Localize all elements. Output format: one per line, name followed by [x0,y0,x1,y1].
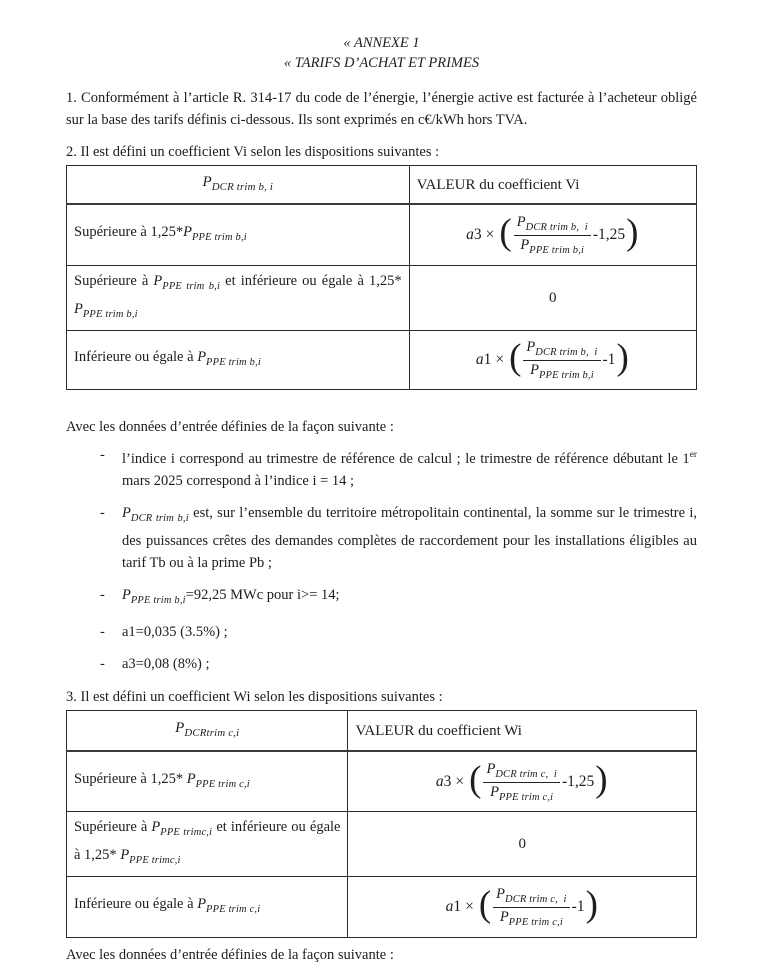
paragraph-3: 3. Il est défini un coefficient Wi selon les dispositions suivantes : [66,689,443,706]
multiply-sign: × [455,772,465,790]
formula-coefficient [436,773,452,791]
fraction [523,339,600,381]
dash-marker: - [100,656,105,673]
fraction-denominator: $P_{PPE trim c,i}$ [490,783,554,803]
table-wi-header-col2: VALEUR du coefficient Wi [348,711,697,752]
fraction [514,214,591,256]
table-wi-row1-condition: Supérieure à 1,25* $P_{PPE trim c,i}$ [67,751,348,812]
fraction-numerator: $P_{DCR trim b, i}$ [523,339,600,361]
table-vi-row2-value: 0 [409,266,696,331]
fraction-numerator: $P_{DCR trim b, i}$ [514,214,591,236]
formula-tail: -1,25 [561,772,595,790]
fraction-denominator: $P_{PPE trim b,i}$ [520,237,585,256]
multiply-sign: × [485,226,495,243]
paragraph-2: 2. Il est défini un coefficient Vi selon les dispositions suivantes : [66,144,440,160]
table-vi-row2-condition: Supérieure à $P_{PPE trim b,i}$ et inférieure ou égale à 1,25* $P_{PPE trim b,i}$ [67,266,410,331]
table-vi-row3-value [409,330,696,389]
table-vi-header-col2: VALEUR du coefficient Vi [409,166,696,205]
list-item-pppe [100,584,697,612]
fraction-numerator: $P_{DCR trim c, i}$ [483,761,560,783]
formula-wi-lower: a1 × ( $\frac{P_{DCR trim c, i}}{P_{PPE trim c,i}}$ -1 ) [445,884,598,929]
list-item-pdcr [100,502,697,574]
table-vi-row1-value [409,204,696,266]
table-wi-row-2 [67,812,697,877]
table-wi-row3-value [348,877,697,938]
table-wi-row2-condition: Supérieure à $P_{PPE trimc,i}$ et inférieure ou égale à 1,25* $P_{PPE trimc,i}$ [67,812,348,877]
fraction [483,761,560,803]
coefficient-index: 3 [473,226,482,243]
annex-title-line1: « ANNEXE 1 [343,35,420,51]
table-coefficient-wi [66,710,697,938]
coefficient-index: 1 [483,350,492,368]
table-vi-row-1 [67,204,697,266]
list-item-indice [100,444,697,492]
list-item-text: a1=0,035 (3.5%) ; [122,624,228,641]
formula-tail: -1 [571,898,585,916]
fraction [493,886,570,928]
formula-tail: -1,25 [592,226,626,243]
entry-data-note-2: Avec les données d’entrée définies de la façon suivante : [66,947,394,964]
variable: a [435,772,444,790]
table-wi-header-row [67,711,697,752]
variable: a [445,898,454,916]
list-item-a1 [100,621,697,643]
list-item-text: $P_{DCR trim b,i}$ est, sur l’ensemble du territoire métropolitain continental, la somme sur le trimestre i, des puissances crêtes des demandes complètes de raccordement pour les installations éligibles au tarif Tb ou à la prime Pb ; [122,504,697,571]
formula-tail: -1 [602,350,616,368]
list-item-text: l’indice i correspond au trimestre de référence de calcul ; le trimestre de référence débutant le 1er mars 2025 correspond à l’indice i = 14 ; [122,449,697,489]
paragraph-1: 1. Conformément à l’article R. 314-17 du code de l’énergie, l’énergie active est facturée à l’acheteur obligé sur la base des tarifs définis ci-dessous. Ils sont exprimés en c€/kWh hors TVA. [66,90,697,128]
table-vi-row3-condition: Inférieure ou égale à $P_{PPE trim b,i}$ [67,330,410,389]
fraction-denominator: $P_{PPE trim b,i}$ [530,361,594,381]
formula-vi-lower: a1 × ( $\frac{P_{DCR trim b, i}}{P_{PPE trim b,i}}$ -1 ) [475,336,629,381]
table-vi-row1-condition: Supérieure à $1,25*P_{PPE trim b,i}$ [67,204,410,266]
dash-marker: - [100,586,105,603]
table-vi-row-3 [67,330,697,389]
coefficient-index: 3 [443,772,452,790]
table-vi-header-col1: $P_{DCR trim b, i}$ [67,166,410,205]
multiply-sign: × [495,350,505,368]
fraction-denominator: $P_{PPE trim c,i}$ [499,909,563,929]
multiply-sign: × [465,898,474,916]
entry-data-note-1: Avec les données d’entrée définies de la façon suivante : [66,418,394,435]
variable: a [475,350,484,368]
table-wi-row1-value [348,751,697,812]
annex-title-line2: « TARIFS D’ACHAT ET PRIMES [283,55,480,71]
definitions-list [100,444,697,676]
coefficient-index: 1 [453,898,462,916]
dash-marker: - [100,624,105,641]
fraction-numerator: $P_{DCR trim c, i}$ [493,886,570,908]
formula-coefficient [446,898,462,916]
list-item-a3 [100,653,697,675]
table-vi-row-2 [67,266,697,331]
dash-marker: - [100,504,105,521]
annex-title [66,33,697,73]
formula-coefficient [466,226,482,244]
table-wi-row-1 [67,751,697,812]
table-wi-header-col1: $P_{DCRtrim c,i}$ [67,711,348,752]
variable: a [466,226,474,243]
table-wi-row-3 [67,877,697,938]
list-item-text: a3=0,08 (8%) ; [122,656,210,673]
formula-wi-upper: a3 × ( $\frac{P_{DCR trim c, i}}{P_{PPE trim c,i}}$ -1,25 ) [435,758,608,803]
formula-coefficient [476,351,492,369]
list-item-text: $P_{PPE trim b,i}=92,25$ MWc pour i>= 14; [122,586,340,606]
table-wi-row2-value: 0 [348,812,697,877]
table-vi-header-row [67,166,697,205]
table-coefficient-vi [66,165,697,390]
table-wi-row3-condition: Inférieure ou égale à $P_{PPE trim c,i}$ [67,877,348,938]
dash-marker: - [100,446,105,463]
formula-vi-upper: a3 × ( $\frac{P_{DCR trim b, i}}{P_{PPE trim b,i}}$ -1,25 ) [466,212,639,256]
